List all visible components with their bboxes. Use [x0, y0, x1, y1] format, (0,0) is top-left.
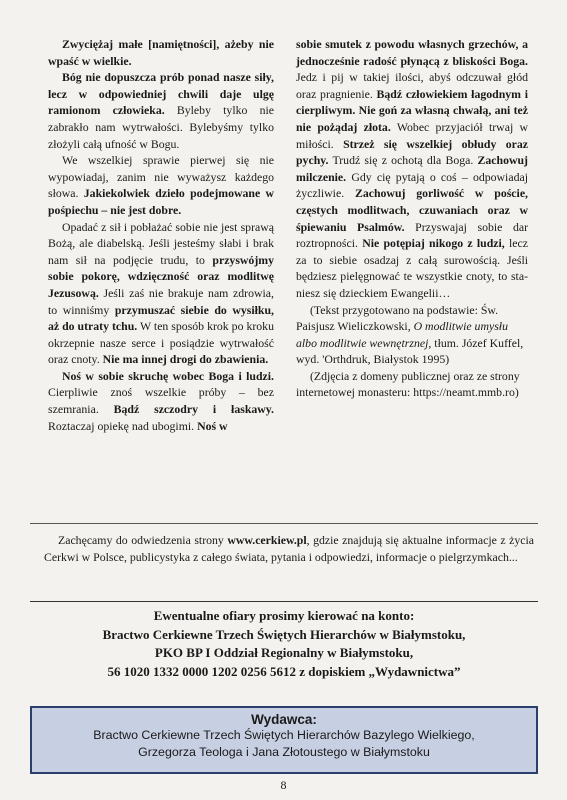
- publisher-line: Bractwo Cerkiewne Trzech Świętych Hierarchów Bazylego Wielkiego,: [93, 728, 475, 742]
- body-text: Przyswajaj sobie dar roztropności.: [296, 219, 529, 251]
- body-text: , tłum. Józef Kuffel, wyd. 'Orthdruk, Białystok 1995): [296, 335, 524, 367]
- body-text: Wobec przyjaciół trwaj w miłości.: [296, 119, 528, 151]
- website-link[interactable]: www.cerkiew.pl: [227, 533, 307, 547]
- divider: [30, 523, 538, 524]
- body-text: Jeśli zaś nie brakuje nam zdrowia, to winniśmy: [48, 285, 274, 317]
- publisher-line: Grzegorza Teologa i Jana Złotoustego w Białymstoku: [138, 745, 430, 759]
- bold-text: Bądź człowiekiem łagodnym i cierpliwym. Nie goń za własną chwałą, ani też nie pożądaj złota.: [296, 86, 529, 134]
- body-text: Gdy cię pytają o coś – odpowiadaj życzliwie.: [296, 169, 528, 201]
- divider: [30, 601, 538, 602]
- body-text: lecz za to siebie osadzaj z całą surowością. Jeśli będziesz pielęgnować te wszystkie cnoty, to staniesz się dzieckiem Ewangelii…: [296, 236, 528, 300]
- donation-info: [30, 607, 538, 681]
- paragraph-1: [48, 36, 274, 69]
- bold-text: sobie smutek z powodu własnych grzechów, a jednocześnie radość płynącą z bliskości Boga.: [296, 37, 528, 68]
- paragraph-3: [48, 152, 274, 218]
- book-title: O modlitwie umysłu albo modlitwie wewnętrznej: [296, 319, 508, 350]
- bold-text: Bóg nie dopuszcza prób ponad nasze siły, lecz w odpowiedniej chwili daje ulgę ramionom człowieka.: [48, 70, 274, 118]
- body-text: (Tekst przygotowano na podstawie: Św. Paisjusz Wieliczkowski,: [296, 302, 499, 334]
- paragraph-5: [48, 368, 274, 434]
- bold-text: Noś w sobie skruchę wobec Boga i ludzi.: [62, 368, 274, 383]
- publisher-box: [30, 706, 538, 774]
- bold-text: przymuszać siebie do wysiłku, aż do utraty tchu.: [48, 302, 274, 334]
- bold-text: Jakiekolwiek dzieło podejmowane w pośpiechu – nie jest dobre.: [48, 186, 275, 217]
- body-text: W ten sposób krok po kroku okrzepnie nasze serce i posiądzie wytrwałość oraz cnoty.: [48, 319, 274, 367]
- body-text: , gdzie znajdują się aktualne informacje z życia Cerkwi w Polsce, publicystyka z całego świata, pytania i odpowiedzi, informacje o pielgrzymkach...: [44, 533, 535, 564]
- body-text: Byleby tylko nie zabrakło nam wytrwałości. Bylebyśmy tylko złożyli całą ufność w Bogu.: [48, 103, 274, 151]
- donation-heading: Ewentualne ofiary prosimy kierować na konto:: [153, 608, 415, 623]
- body-text: Opadać z sił i pobłażać sobie nie jest sprawą Bożą, ale diabelską. Jeśli jesteśmy słabi i brak nam sił na podjęcie trudu, to: [48, 219, 274, 267]
- paragraph-4: [48, 219, 274, 368]
- body-text: Trudź się z ochotą dla Boga.: [328, 153, 478, 168]
- bold-text: Noś w: [197, 418, 228, 433]
- bold-text: przyswójmy sobie pokorę, wdzięczność oraz modlitwę Jezusową.: [48, 252, 274, 300]
- body-text: Zachęcamy do odwiedzenia strony: [58, 533, 228, 547]
- page-number: 8: [280, 778, 287, 792]
- bold-text: Zachowuj gorliwość w poście, częstych modlitwach, czuwaniach oraz w śpiewaniu Psalmów.: [296, 186, 529, 234]
- website-info: [44, 532, 534, 566]
- bold-text: Nie potępiaj nikogo z ludzi,: [362, 236, 505, 251]
- bold-text: Bądź szczodry i łaskawy.: [113, 402, 274, 417]
- source-note: [296, 302, 528, 368]
- body-text: Roztaczaj opiekę nad ubogimi.: [48, 418, 198, 433]
- paragraph-6: [296, 36, 528, 302]
- left-column: [48, 36, 274, 434]
- bold-text: Zwyciężaj małe [namiętności], ażeby nie wpaść w wielkie.: [48, 37, 274, 68]
- bank-name: PKO BP I Oddział Regionalny w Białymstoku,: [154, 645, 414, 660]
- bold-text: Zachowuj milczenie.: [296, 153, 528, 184]
- body-text: We wszelkiej sprawie pierwej się nie wypowiadaj, zanim nie wyważysz każdego słowa.: [48, 153, 274, 201]
- bold-text: Strzeż się wszelkiej obłudy oraz pychy.: [296, 136, 528, 168]
- publisher-title: Wydawca:: [251, 712, 317, 727]
- bold-text: Nie ma innej drogi do zbawienia.: [102, 352, 269, 367]
- account-number: 56 1020 1332 0000 1202 0256 5612 z dopiskiem „Wydawnictwa”: [107, 663, 461, 679]
- right-column: [296, 36, 528, 401]
- photo-credit: (Zdjęcia z domeny publicznej oraz ze strony internetowej monasteru: https://neamt.mmb.ro): [296, 368, 520, 400]
- paragraph-2: [48, 69, 274, 152]
- account-holder: Bractwo Cerkiewne Trzech Świętych Hierarchów w Białymstoku,: [102, 626, 466, 642]
- body-text: Cierpliwie znoś wszelkie próby – bez szemrania.: [48, 385, 274, 417]
- body-text: Jedz i pij w takiej ilości, abyś odczuwał głód oraz pragnienie.: [296, 70, 528, 101]
